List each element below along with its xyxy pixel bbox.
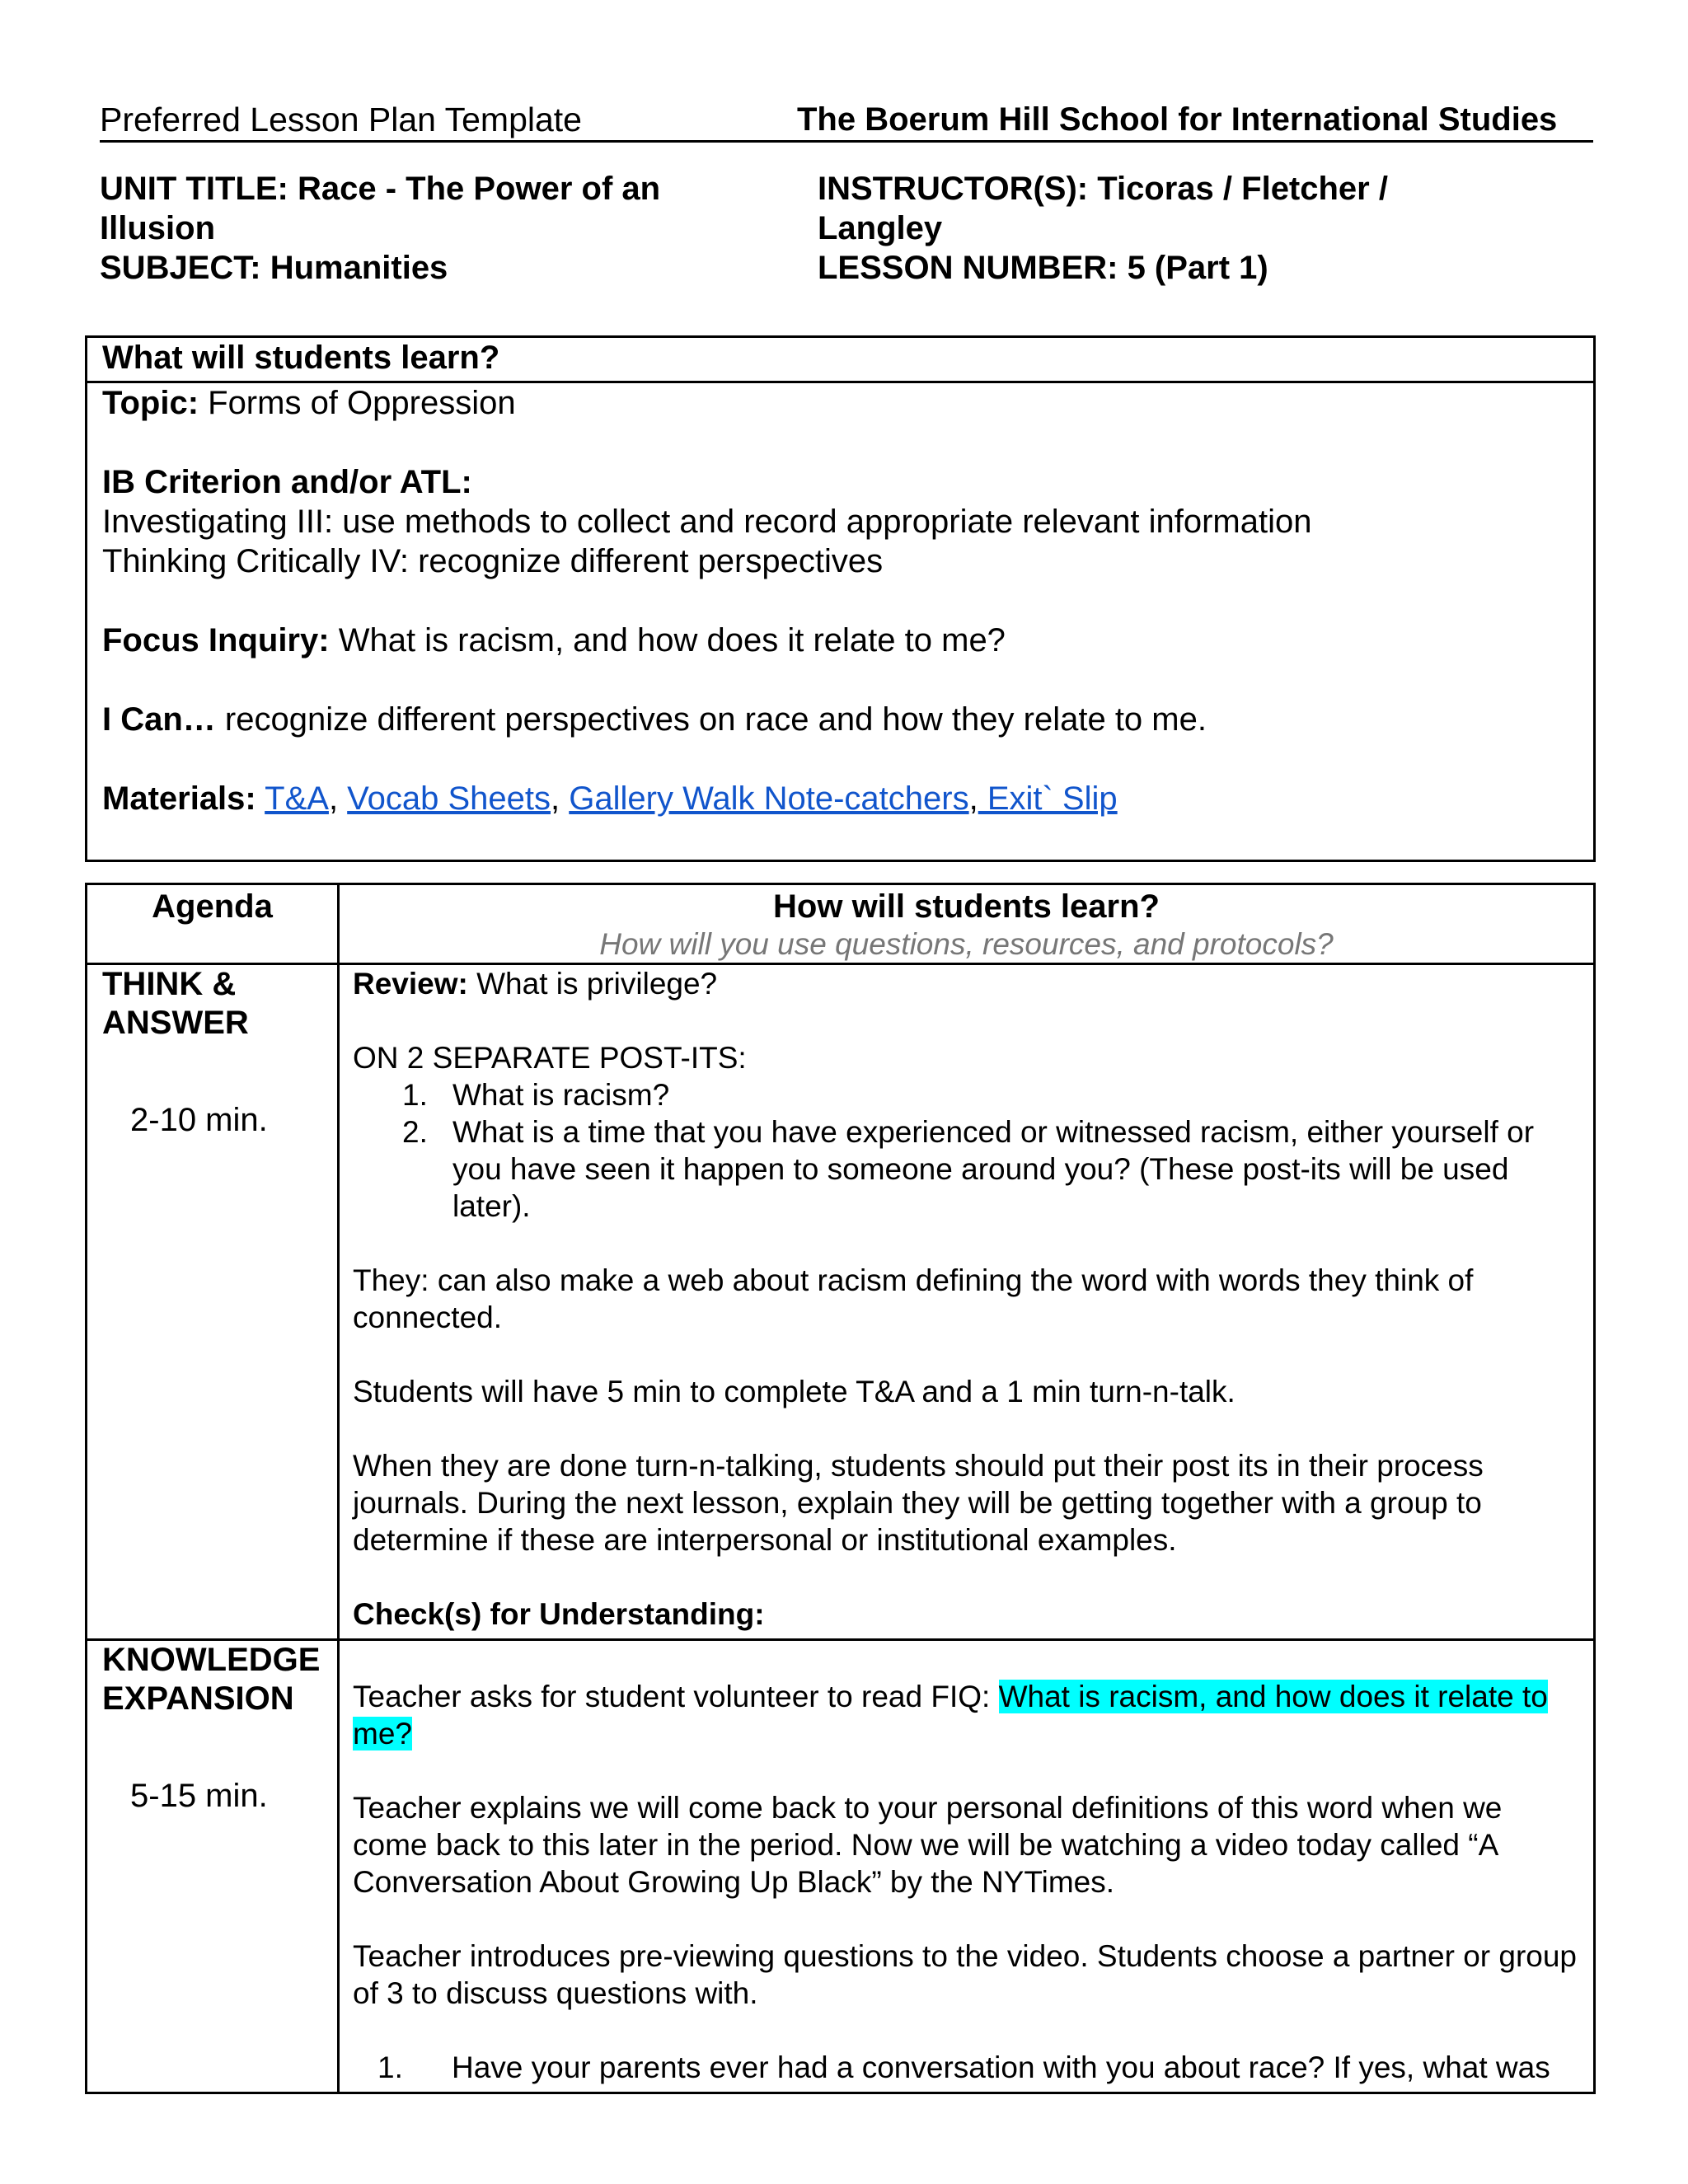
knowledge-agenda-cell xyxy=(87,1640,339,2093)
review-label: Review: xyxy=(353,967,468,1001)
focus-value: What is racism, and how does it relate to me? xyxy=(329,622,1006,658)
check-understanding: Check(s) for Understanding: xyxy=(353,1597,765,1631)
agenda-header: Agenda xyxy=(152,888,273,925)
ican-value: recognize different perspectives on race and how they relate to me. xyxy=(215,701,1207,738)
materials-link-ta[interactable]: T&A xyxy=(265,780,329,817)
unit-meta-left xyxy=(100,169,726,288)
how-header-cell xyxy=(339,884,1595,964)
school-name: The Boerum Hill School for International Studies xyxy=(797,101,1558,138)
materials-sep: , xyxy=(551,780,570,817)
volunteer-text: Teacher asks for student volunteer to read FIQ: xyxy=(353,1680,999,1713)
list-item-text: What is a time that you have experienced or witnessed racism, either yourself or you have seen it happen to someone around you? (These post-its will be used later). xyxy=(452,1115,1535,1223)
template-title: Preferred Lesson Plan Template xyxy=(100,101,582,138)
i-can xyxy=(102,700,1578,739)
materials-sep: , xyxy=(968,780,978,817)
materials-label: Materials: xyxy=(102,780,256,817)
after-note: When they are done turn-n-talking, students should put their post its in their process journals. During the next lesson, explain they will be getting together with a group to determine if these are interpersonal or institutional examples. xyxy=(353,1449,1484,1557)
review-value: What is privilege? xyxy=(467,967,718,1001)
think-content-cell xyxy=(339,964,1595,1640)
postits-list xyxy=(353,1076,1580,1225)
materials-sep: , xyxy=(328,780,348,817)
knowledge-title: KNOWLEDGE EXPANSION xyxy=(102,1642,321,1717)
materials xyxy=(102,779,1578,818)
focus-label: Focus Inquiry: xyxy=(102,622,330,658)
learn-body xyxy=(87,382,1595,861)
volunteer-note xyxy=(353,1678,1580,1752)
fiq-highlight: What is racism, and how does it relate to me? xyxy=(353,1680,1548,1750)
agenda-table xyxy=(85,883,1596,2094)
materials-link-gallery[interactable]: Gallery Walk Note-catchers xyxy=(569,780,969,817)
intro-note: Teacher introduces pre-viewing questions to the video. Students choose a partner or group of 3 to discuss questions with. xyxy=(353,1939,1578,2010)
topic-label: Topic: xyxy=(102,385,199,421)
learn-table xyxy=(85,335,1596,862)
knowledge-content-cell xyxy=(339,1640,1595,2093)
list-item: 1. What is racism? xyxy=(402,1078,670,1112)
materials-link-vocab[interactable]: Vocab Sheets xyxy=(347,780,551,817)
lesson-number: LESSON NUMBER: 5 (Part 1) xyxy=(818,250,1268,286)
how-header: How will students learn? xyxy=(773,888,1160,925)
list-item: 1. Have your parents ever had a conversation with you about race? If yes, what was xyxy=(377,2050,1550,2084)
list-item-text: What is racism? xyxy=(452,1078,670,1112)
think-agenda-cell xyxy=(87,964,339,1640)
materials-link-exit-slip[interactable]: Exit` Slip xyxy=(978,780,1118,817)
ican-label: I Can… xyxy=(102,701,216,738)
time-note: Students will have 5 min to complete T&A and a 1 min turn-n-talk. xyxy=(353,1375,1236,1408)
list-item-text: Have your parents ever had a conversation with you about race? If yes, what was xyxy=(452,2050,1550,2084)
previewing-list xyxy=(353,2049,1580,2086)
ib-line-1: Investigating III: use methods to collect and record appropriate relevant information xyxy=(102,504,1312,540)
review xyxy=(353,965,1580,1002)
ib-line-2: Thinking Critically IV: recognize different perspectives xyxy=(102,543,884,579)
explain-note: Teacher explains we will come back to your personal definitions of this word when we come back to this later in the period. Now we will be watching a video today called “A Conversation About Growing Up Black” by the NYTimes. xyxy=(353,1791,1503,1899)
knowledge-duration: 5-15 min. xyxy=(130,1778,268,1814)
learn-heading: What will students learn? xyxy=(87,337,1595,382)
list-item: 2. What is a time that you have experienced or witnessed racism, either yourself or you have seen it happen to someone around you? (These post-its will be used later). xyxy=(402,1115,1535,1223)
ib-label: IB Criterion and/or ATL: xyxy=(102,464,472,500)
web-note: They: can also make a web about racism defining the word with words they think of connected. xyxy=(353,1263,1474,1334)
topic-value: Forms of Oppression xyxy=(199,385,516,421)
agenda-header-cell xyxy=(87,884,339,964)
topic xyxy=(102,383,1578,423)
unit-title: UNIT TITLE: Race - The Power of an Illusion xyxy=(100,171,661,246)
how-subheader: How will you use questions, resources, and protocols? xyxy=(599,927,1334,961)
subject: SUBJECT: Humanities xyxy=(100,250,448,286)
postits-heading: ON 2 SEPARATE POST-ITS: xyxy=(353,1041,747,1075)
think-duration: 2-10 min. xyxy=(130,1102,268,1138)
think-title: THINK & ANSWER xyxy=(102,966,249,1041)
focus-inquiry xyxy=(102,621,1578,660)
instructors: INSTRUCTOR(S): Ticoras / Fletcher / Langley xyxy=(818,171,1388,246)
unit-meta-right xyxy=(818,169,1444,288)
header-divider xyxy=(100,140,1593,143)
